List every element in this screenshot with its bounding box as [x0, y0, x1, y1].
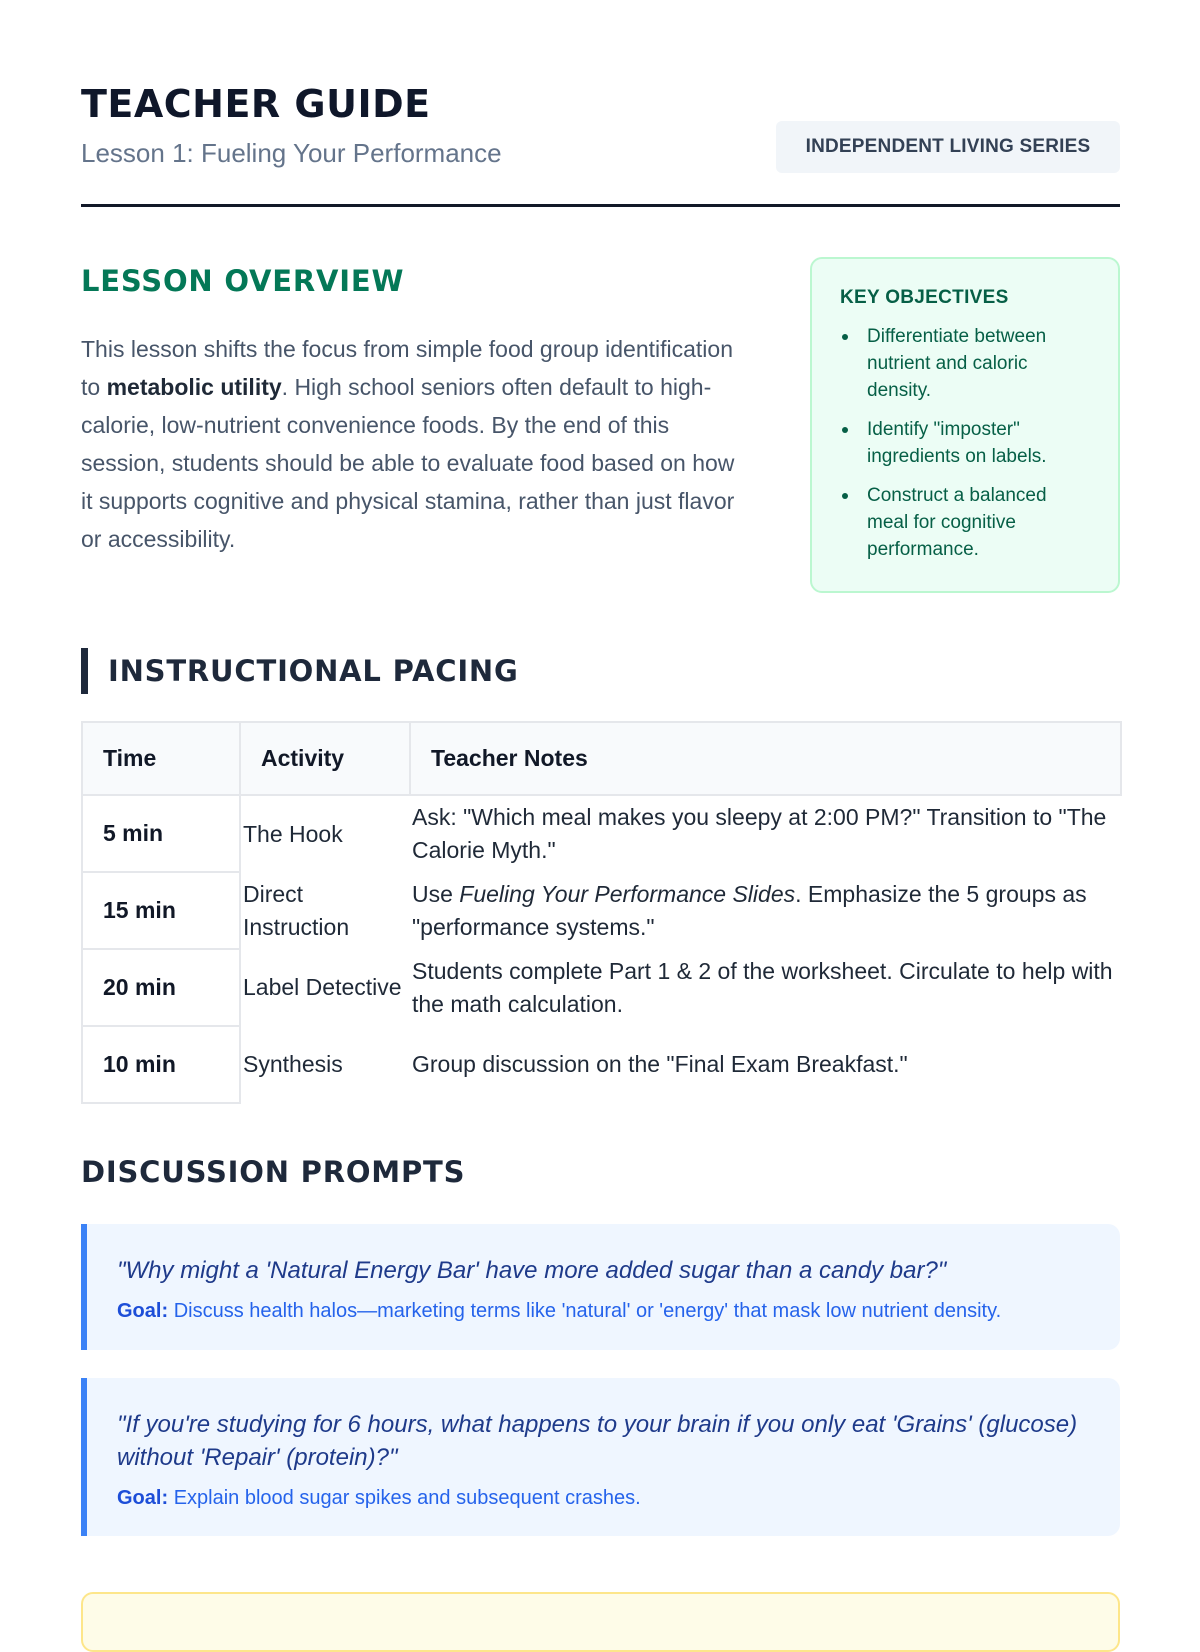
discussion-prompt-card — [81, 1378, 1120, 1536]
activity-cell: Synthesis — [243, 1051, 343, 1077]
prompt-question: "Why might a 'Natural Energy Bar' have more added sugar than a candy bar?" — [117, 1257, 947, 1284]
prompt-question: "If you're studying for 6 hours, what happens to your brain if you only eat 'Grains' (glucose) without 'Repair' (protein)?" — [117, 1411, 1078, 1471]
next-section-card — [81, 1592, 1120, 1652]
objective-item: Construct a balanced meal for cognitive performance. — [840, 482, 1092, 563]
guide-header — [81, 0, 1120, 207]
notes-slides-title: Fueling Your Performance Slides — [459, 880, 796, 907]
notes-text: Group discussion on the "Final Exam Breakfast." — [412, 1051, 908, 1077]
table-row — [82, 1026, 1121, 1103]
notes-text-end: . Emphasize the 5 groups as "performance systems." — [412, 880, 1087, 940]
time-cell: 5 min — [82, 795, 240, 872]
pacing-header-row — [82, 722, 1121, 795]
objectives-list — [840, 323, 1092, 563]
activity-cell: Label Detective — [243, 974, 402, 1000]
column-header-notes: Teacher Notes — [410, 722, 1121, 795]
notes-text: Ask: "Which meal makes you sleepy at 2:00 PM?" Transition to "The Calorie Myth." — [412, 804, 1107, 863]
overview-heading: LESSON OVERVIEW — [81, 264, 405, 298]
table-row — [82, 872, 1121, 949]
goal-label: Goal: — [117, 1487, 169, 1509]
notes-text: Use — [412, 880, 460, 907]
teacher-guide-page — [81, 0, 1120, 1509]
prompt-goal — [117, 1297, 1090, 1325]
notes-cell — [410, 949, 1121, 1026]
notes-cell — [410, 795, 1121, 872]
pacing-heading: INSTRUCTIONAL PACING — [81, 648, 519, 694]
overview-text — [81, 330, 751, 558]
pacing-table — [81, 721, 1122, 1104]
prompt-goal — [117, 1484, 1090, 1512]
lesson-subtitle: Lesson 1: Fueling Your Performance — [81, 138, 502, 168]
key-objectives-card — [810, 257, 1120, 593]
overview-text-bold: metabolic utility — [106, 374, 282, 400]
page-title: TEACHER GUIDE — [81, 82, 431, 126]
column-header-time: Time — [82, 722, 240, 795]
table-row — [82, 949, 1121, 1026]
notes-cell — [410, 872, 1121, 949]
time-cell: 15 min — [82, 872, 240, 949]
goal-text: Discuss health halos—marketing terms like 'natural' or 'energy' that mask low nutrient density. — [173, 1300, 1002, 1322]
column-header-activity: Activity — [240, 722, 410, 795]
activity-cell: The Hook — [243, 820, 343, 847]
series-badge: INDEPENDENT LIVING SERIES — [776, 121, 1120, 173]
goal-text: Explain blood sugar spikes and subsequent crashes. — [173, 1487, 641, 1509]
overview-text-end: . High school seniors often default to high-calorie, low-nutrient convenience foods. By the end of this session, students should be able to evaluate food based on how it supports cognitive and physical stamina, rather than just flavor or accessibility. — [81, 374, 735, 552]
activity-cell: Direct Instruction — [243, 880, 350, 940]
notes-cell — [410, 1026, 1121, 1103]
overview-text-start: This lesson shifts the focus from simple food group identification to — [81, 336, 733, 400]
objectives-heading: KEY OBJECTIVES — [840, 287, 1009, 308]
notes-text: Students complete Part 1 & 2 of the worksheet. Circulate to help with the math calculation. — [412, 957, 1113, 1017]
time-cell: 10 min — [82, 1026, 240, 1103]
objective-item: Identify "imposter" ingredients on labels. — [840, 416, 1092, 470]
discussion-prompt-card — [81, 1224, 1120, 1350]
discussion-heading: DISCUSSION PROMPTS — [81, 1155, 466, 1189]
table-row — [82, 795, 1121, 872]
time-cell: 20 min — [82, 949, 240, 1026]
objective-item: Differentiate between nutrient and caloric density. — [840, 323, 1092, 404]
goal-label: Goal: — [117, 1300, 169, 1322]
